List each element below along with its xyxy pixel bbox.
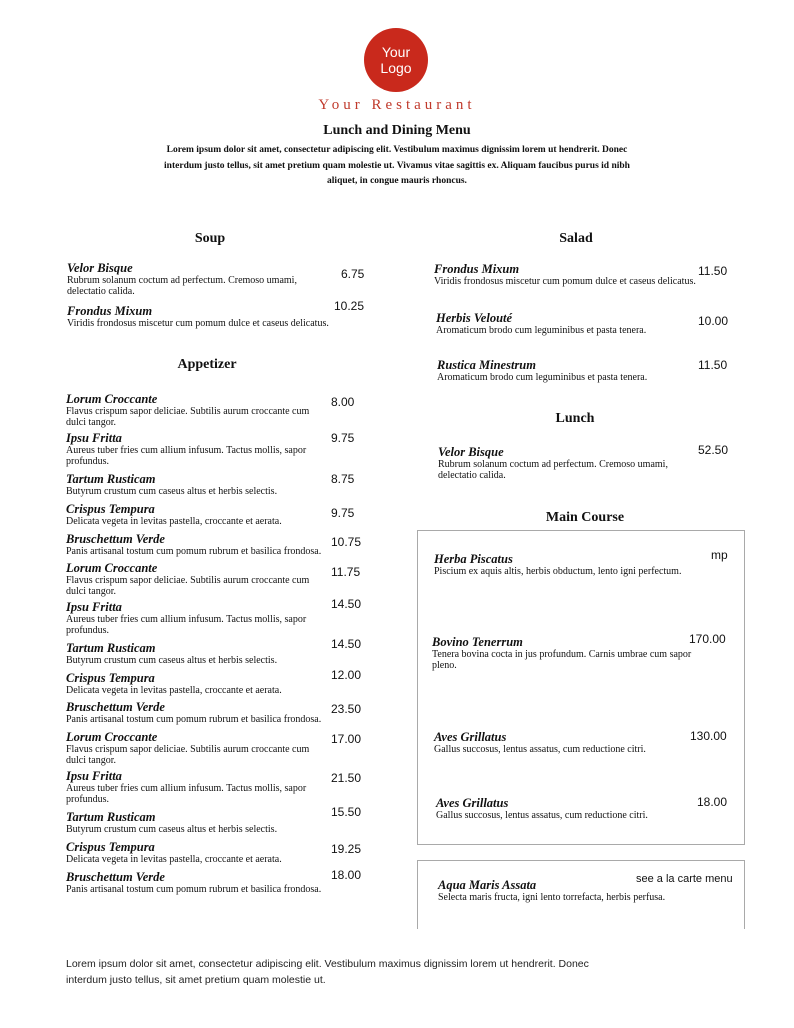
item-desc: Flavus crispum sapor deliciae. Subtilis aurum croccante cum dulci tangor. [66,744,310,766]
menu-item [434,731,734,755]
item-price: 6.75 [341,267,365,281]
item-name: Herbis Velouté [436,311,513,325]
item-name: Ipsu Fritta [66,431,122,445]
item-desc: Gallus succosus, lentus assatus, cum reductione citri. [436,810,648,821]
item-price: 9.75 [331,506,355,520]
item-name: Ipsu Fritta [66,769,122,783]
item-price: 18.00 [331,868,362,882]
item-name: Aves Grillatus [434,730,507,744]
menu-item [432,632,732,671]
item-price: 8.00 [331,395,355,409]
item-desc: Flavus crispum sapor deliciae. Subtilis aurum croccante cum dulci tangor. [66,406,310,428]
item-name: Ipsu Fritta [66,600,122,614]
item-price: mp [711,548,728,562]
menu-item [66,668,406,696]
item-price: 14.50 [331,597,362,611]
item-price: 23.50 [331,702,362,716]
item-desc: Butyrum crustum cum caseus altus et herbis selectis. [66,824,278,835]
item-price: 8.75 [331,472,355,486]
menu-item [436,312,736,336]
item-name: Lorum Croccante [66,561,158,575]
menu-item [437,359,737,383]
item-name: Herba Piscatus [434,552,513,566]
restaurant-name: Your Restaurant [318,97,476,113]
item-price: 19.25 [331,842,362,856]
menu-item [66,770,406,805]
item-price: 12.00 [331,668,362,682]
item-desc: Panis artisanal tostum cum pomum rubrum et basilica frondosa. [66,884,322,895]
menu-item [438,443,738,481]
item-name: Aves Grillatus [436,796,509,810]
item-name: Tartum Rusticam [66,472,156,486]
item-price: see a la carte menu [636,873,733,885]
item-desc: Butyrum crustum cum caseus altus et herbis selectis. [66,655,278,666]
item-desc: Butyrum crustum cum caseus altus et herbis selectis. [66,486,278,497]
section-title-main-course: Main Course [545,510,625,525]
menu-item [66,562,406,597]
item-desc: Aromaticum brodo cum leguminibus et pasta tenera. [436,325,647,336]
item-name: Crispus Tempura [66,671,155,685]
section-title-appetizer: Appetizer [177,357,237,372]
item-desc: Gallus succosus, lentus assatus, cum reductione citri. [434,744,646,755]
section-title-lunch: Lunch [555,411,595,426]
menu-item [67,299,407,329]
item-price: 10.75 [331,535,362,549]
menu-item [66,731,406,766]
item-name: Bovino Tenerrum [432,635,523,649]
menu-item [66,805,406,835]
item-name: Bruschettum Verde [66,870,165,884]
menu-item [66,393,406,428]
item-desc: Aureus tuber fries cum allium infusum. Tactus mollis, sapor profundus. [66,783,307,805]
intro-text: Lorem ipsum dolor sit amet, consectetur adipiscing elit. Vestibulum maximus dignissim lorem ut hendrerit. Donec interdum justo tellus, sit amet pretium quam molestie ut. Vivamus vitae sagittis ex. Aliquam faucibus purus id nibh aliquet, in congue mauris rhoncus. [164,145,630,186]
item-desc: Rubrum solanum coctum ad perfectum. Cremoso umami, delectatio calida. [67,275,297,297]
item-name: Velor Bisque [438,445,504,459]
section-title-soup: Soup [194,231,226,246]
menu-title: Lunch and Dining Menu [323,123,471,138]
item-name: Frondus Mixum [434,262,520,276]
item-name: Tartum Rusticam [66,641,156,655]
menu-item [66,503,406,527]
item-desc: Panis artisanal tostum cum pomum rubrum et basilica frondosa. [66,546,322,557]
item-price: 15.50 [331,805,362,819]
item-desc: Tenera bovina cocta in jus profundum. Carnis umbrae cum sapor pleno. [432,649,692,671]
menu-item [66,841,406,865]
item-price: 10.00 [698,314,729,328]
item-name: Velor Bisque [67,261,133,275]
item-price: 18.00 [697,795,728,809]
item-name: Bruschettum Verde [66,700,165,714]
item-name: Aqua Maris Assata [438,878,537,892]
footer-text: Lorem ipsum dolor sit amet, consectetur adipiscing elit. Vestibulum maximus dignissim lorem ut hendrerit. Donec interdum justo tellus, sit amet pretium quam molestie ut. [66,958,589,986]
item-desc: Aureus tuber fries cum allium infusum. Tactus mollis, sapor profundus. [66,445,307,467]
item-price: 11.50 [698,358,728,372]
logo [364,28,428,92]
menu-item [434,548,734,577]
item-name: Lorum Croccante [66,392,158,406]
item-name: Frondus Mixum [67,304,153,318]
menu-item [434,263,734,287]
item-desc: Aromaticum brodo cum leguminibus et pasta tenera. [437,372,648,383]
menu-item [66,533,406,557]
menu-item [67,262,407,297]
item-name: Crispus Tempura [66,840,155,854]
section-title-salad: Salad [559,231,593,246]
item-desc: Delicata vegeta in levitas pastella, croccante et aerata. [66,516,282,527]
item-price: 11.75 [331,565,361,579]
item-name: Tartum Rusticam [66,810,156,824]
menu-item [66,637,406,666]
item-name: Bruschettum Verde [66,532,165,546]
item-desc: Piscium ex aquis altis, herbis obductum, lento igni perfectum. [434,566,682,577]
item-desc: Rubrum solanum coctum ad perfectum. Cremoso umami, delectatio calida. [438,459,668,481]
item-desc: Delicata vegeta in levitas pastella, croccante et aerata. [66,854,282,865]
menu-item [66,701,406,725]
item-price: 10.25 [334,299,365,313]
item-price: 170.00 [689,632,726,646]
item-price: 130.00 [690,729,727,743]
item-price: 52.50 [698,443,729,457]
item-price: 11.50 [698,264,728,278]
item-price: 9.75 [331,431,355,445]
item-desc: Viridis frondosus miscetur cum pomum dulce et caseus delicatus. [434,276,696,287]
item-price: 17.00 [331,732,362,746]
item-desc: Viridis frondosus miscetur cum pomum dulce et caseus delicatus. [67,318,329,329]
item-desc: Delicata vegeta in levitas pastella, croccante et aerata. [66,685,282,696]
item-name: Crispus Tempura [66,502,155,516]
menu-item [66,432,406,467]
item-price: 21.50 [331,771,362,785]
item-name: Rustica Minestrum [437,358,536,372]
menu-item [66,473,406,497]
menu-item [66,597,406,636]
item-desc: Panis artisanal tostum cum pomum rubrum et basilica frondosa. [66,714,322,725]
item-desc: Aureus tuber fries cum allium infusum. Tactus mollis, sapor profundus. [66,614,307,636]
menu-item [66,868,406,895]
item-name: Lorum Croccante [66,730,158,744]
menu-item [438,873,738,903]
logo-text: Your Logo [380,44,412,76]
item-desc: Selecta maris fructa, igni lento torrefacta, herbis perfusa. [438,892,666,903]
menu-item [436,797,736,821]
item-price: 14.50 [331,637,362,651]
item-desc: Flavus crispum sapor deliciae. Subtilis aurum croccante cum dulci tangor. [66,575,310,597]
